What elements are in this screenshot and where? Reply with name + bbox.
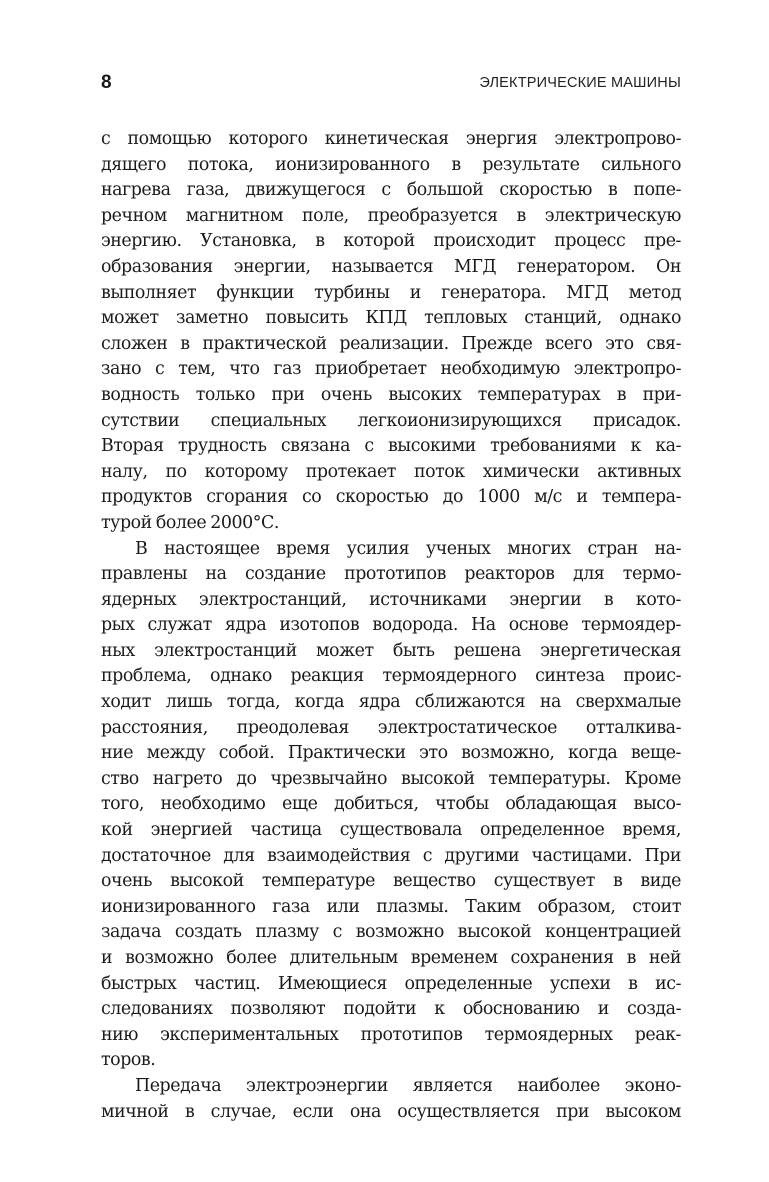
text-line: следованиях позволяют подойти к обоснованию и созда- [101, 999, 681, 1020]
text-line: достаточное для взаимодействия с другими частицами. При [101, 845, 681, 866]
text-line: водность только при очень высоких температурах в при- [101, 384, 681, 405]
text-line: образования энергии, называется МГД генератором. Он [101, 256, 681, 277]
text-line: выполняет функции турбины и генератора. МГД метод [101, 282, 681, 303]
text-line: ионизированного газа или плазмы. Таким образом, стоит [101, 896, 681, 917]
text-line: может заметно повысить КПД тепловых станций, однако [101, 308, 681, 329]
running-title: ЭЛЕКТРИЧЕСКИЕ МАШИНЫ [479, 75, 681, 91]
text-line: налу, по которому протекает поток химически активных [101, 461, 681, 482]
text-line: нагрева газа, движущегося с большой скоростью в попе- [101, 180, 681, 201]
text-line: расстояния, преодолевая электростатическое отталкива- [101, 717, 681, 738]
text-line: нию экспериментальных прототипов термоядерных реак- [101, 1024, 681, 1045]
text-line: ных электростанций может быть решена энергетическая [101, 640, 681, 661]
text-line: В настоящее время усилия ученых многих стран на- [135, 538, 681, 559]
text-line: Передача электроэнергии является наиболее эконо- [135, 1075, 681, 1096]
text-line: проблема, однако реакция термоядерного синтеза проис- [101, 666, 681, 687]
text-line: правлены на создание прототипов реакторов для термо- [101, 564, 681, 585]
text-line: турой более 2000°С. [101, 512, 279, 533]
text-line: быстрых частиц. Имеющиеся определенные успехи в ис- [101, 973, 681, 994]
page-header [101, 70, 681, 96]
text-line: с помощью которого кинетическая энергия электропрово- [101, 129, 681, 149]
text-line: дящего потока, ионизированного в результате сильного [101, 154, 681, 175]
body-text [101, 127, 681, 1125]
text-line: задача создать плазму с возможно высокой концентрацией [101, 922, 681, 943]
text-line: ние между собой. Практически это возможно, когда веще- [101, 743, 681, 764]
text-line: рых служат ядра изотопов водорода. На основе термоядер- [101, 615, 681, 636]
text-line: зано с тем, что газ приобретает необходимую электропро- [101, 359, 681, 380]
text-line: кой энергией частица существовала определенное время, [101, 820, 681, 841]
text-line: Вторая трудность связана с высокими требованиями к ка- [101, 436, 681, 457]
text-line: торов. [101, 1050, 156, 1071]
text-line: ходит лишь тогда, когда ядра сближаются на сверхмалые [101, 692, 681, 713]
text-line: ство нагрето до чрезвычайно высокой температуры. Кроме [101, 768, 681, 789]
text-line: сложен в практической реализации. Прежде всего это свя- [101, 333, 681, 354]
text-line: ядерных электростанций, источниками энергии в кото- [101, 589, 681, 610]
text-line: продуктов сгорания со скоростью до 1000 м/с и темпера- [101, 487, 681, 508]
text-line: и возможно более длительным временем сохранения в ней [101, 948, 681, 968]
text-line: сутствии специальных легкоионизирующихся присадок. [101, 410, 681, 431]
page-number: 8 [101, 72, 112, 93]
text-line: речном магнитном поле, преобразуется в электрическую [101, 205, 681, 226]
text-line: энергию. Установка, в которой происходит процесс пре- [101, 231, 681, 252]
text-line: мичной в случае, если она осуществляется при высоком [101, 1101, 681, 1122]
text-line: того, необходимо еще добиться, чтобы обладающая высо- [101, 794, 681, 815]
text-line: очень высокой температуре вещество существует в виде [101, 871, 681, 892]
